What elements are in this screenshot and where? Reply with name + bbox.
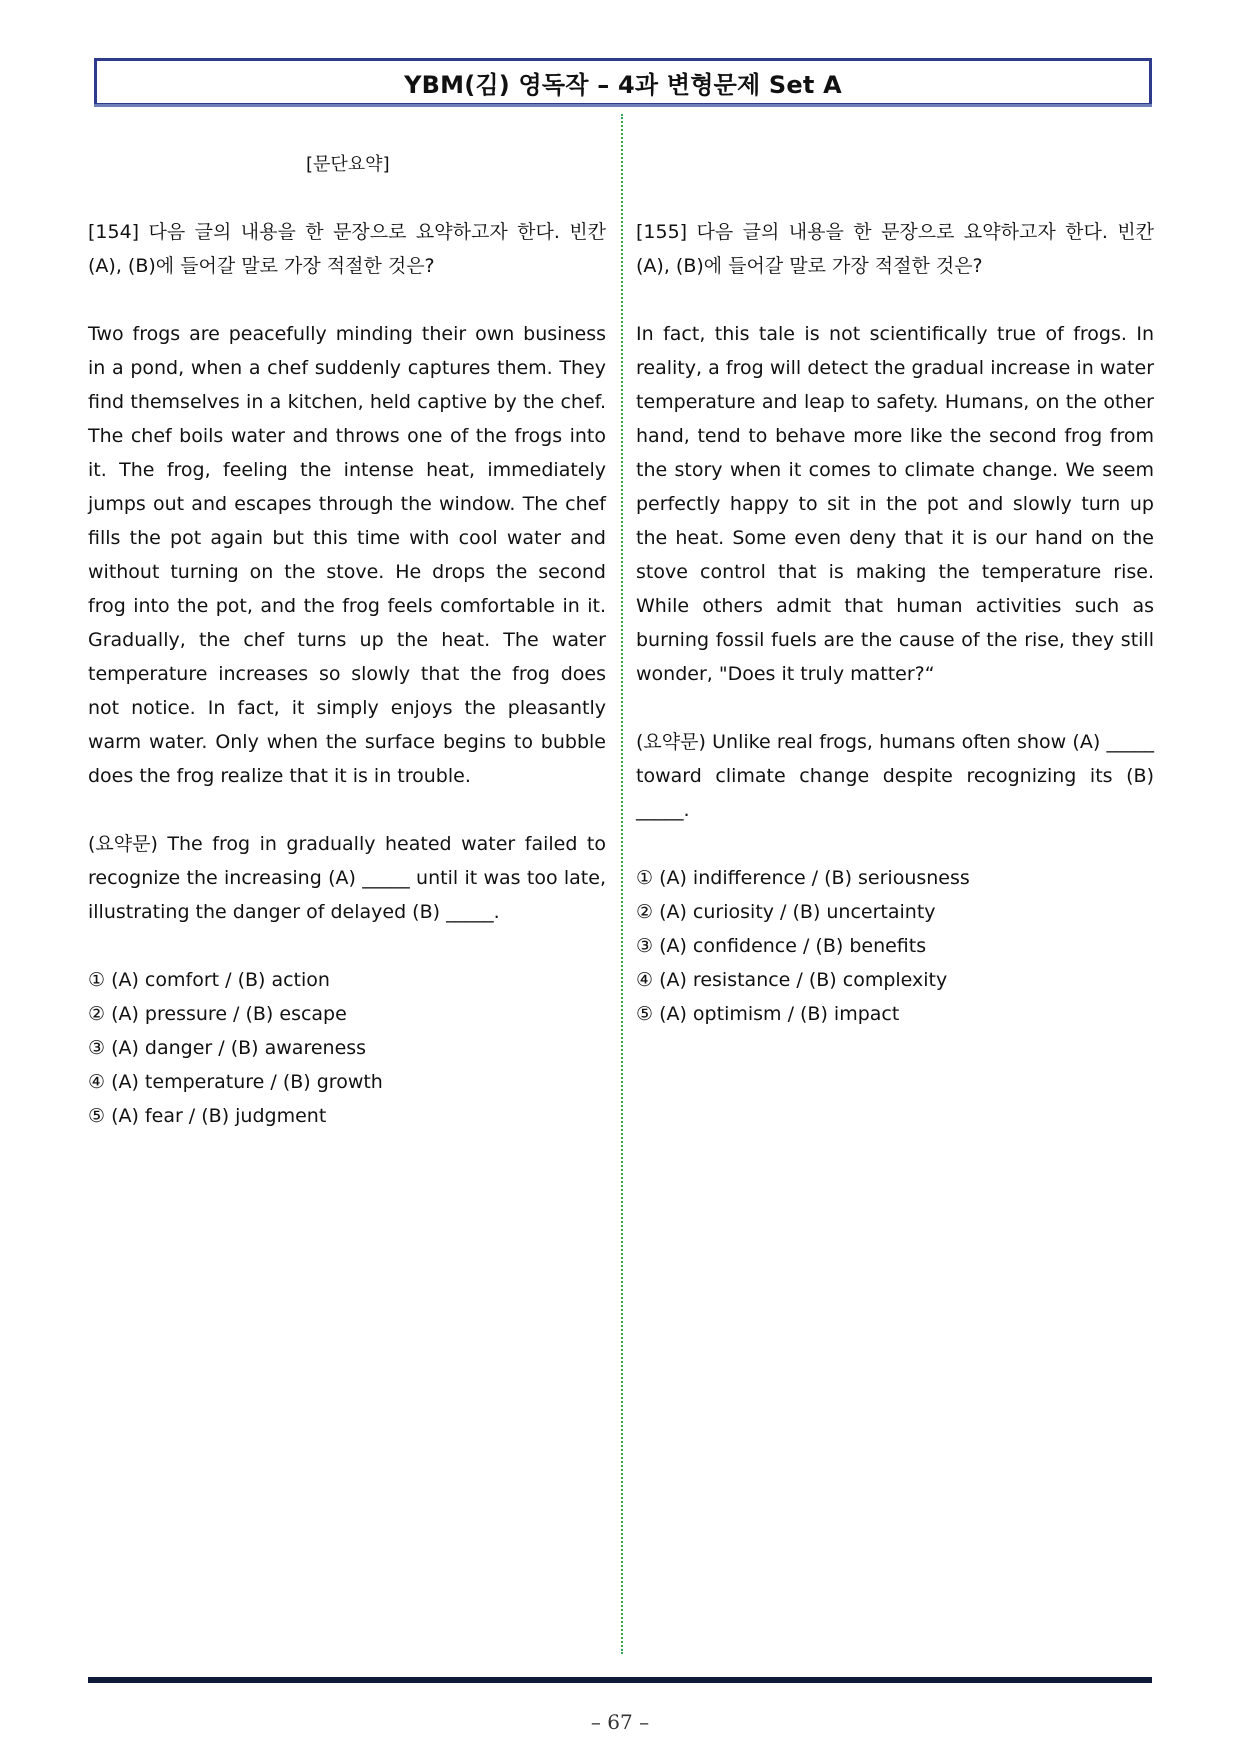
answer-option: ① (A) comfort / (B) action <box>88 969 330 991</box>
question-passage: In fact, this tale is not scientifically true of frogs. In reality, a frog will detect the gradual increase in water temperature and leap to safety. Humans, on the other hand, tend to behave more like the second frog from the story when it comes to climate change. We seem perfectly happy to sit in the pot and slowly turn up the heat. Some even deny that it is our hand on the stove control that is making the temperature rise. While others admit that human activities such as burning fossil fuels are the cause of the rise, they still wonder, "Does it truly matter?“ <box>636 323 1154 685</box>
answer-option: ② (A) curiosity / (B) uncertainty <box>636 901 936 923</box>
answer-option: ③ (A) confidence / (B) benefits <box>636 935 927 957</box>
question-passage: Two frogs are peacefully minding their own business in a pond, when a chef suddenly captures them. They find themselves in a kitchen, held captive by the chef. The chef boils water and throws one of the frogs into it. The frog, feeling the intense heat, immediately jumps out and escapes through the window. The chef fills the pot again but this time with cool water and without turning on the stove. He drops the second frog into the pot, and the frog feels comfortable in it. Gradually, the chef turns up the heat. The water temperature increases so slowly that the frog does not notice. In fact, it simply enjoys the pleasantly warm water. Only when the surface begins to bubble does the frog realize that it is in trouble. <box>88 323 606 787</box>
page-number: – 67 – <box>590 1710 650 1734</box>
question-summary: (요약문) The frog in gradually heated water failed to recognize the increasing (A) _____ until it was too late, illustrating the danger of delayed (B) _____. <box>88 833 606 923</box>
question-155 <box>636 215 1154 1031</box>
question-154 <box>88 215 606 1133</box>
answer-option: ④ (A) resistance / (B) complexity <box>636 969 948 991</box>
answer-option: ① (A) indifference / (B) seriousness <box>636 867 970 889</box>
question-prompt: [155] 다음 글의 내용을 한 문장으로 요약하고자 한다. 빈칸 (A), (B)에 들어갈 말로 가장 적절한 것은? <box>636 221 1154 277</box>
header-underline <box>94 104 1152 107</box>
answer-option: ⑤ (A) optimism / (B) impact <box>636 1003 900 1025</box>
page-header <box>94 58 1152 106</box>
answer-options <box>88 963 606 1133</box>
question-prompt: [154] 다음 글의 내용을 한 문장으로 요약하고자 한다. 빈칸 (A), (B)에 들어갈 말로 가장 적절한 것은? <box>88 221 606 277</box>
answer-options <box>636 861 1154 1031</box>
section-label: [문단요약] <box>306 154 390 175</box>
footer-rule <box>88 1677 1152 1683</box>
answer-option: ④ (A) temperature / (B) growth <box>88 1071 383 1093</box>
answer-option: ⑤ (A) fear / (B) judgment <box>88 1105 327 1127</box>
answer-option: ③ (A) danger / (B) awareness <box>88 1037 367 1059</box>
question-summary: (요약문) Unlike real frogs, humans often show (A) _____ toward climate change despite recognizing its (B) _____. <box>636 731 1154 821</box>
column-divider <box>621 114 623 1654</box>
page-title: YBM(김) 영독작 – 4과 변형문제 Set A <box>404 70 842 99</box>
answer-option: ② (A) pressure / (B) escape <box>88 1003 347 1025</box>
